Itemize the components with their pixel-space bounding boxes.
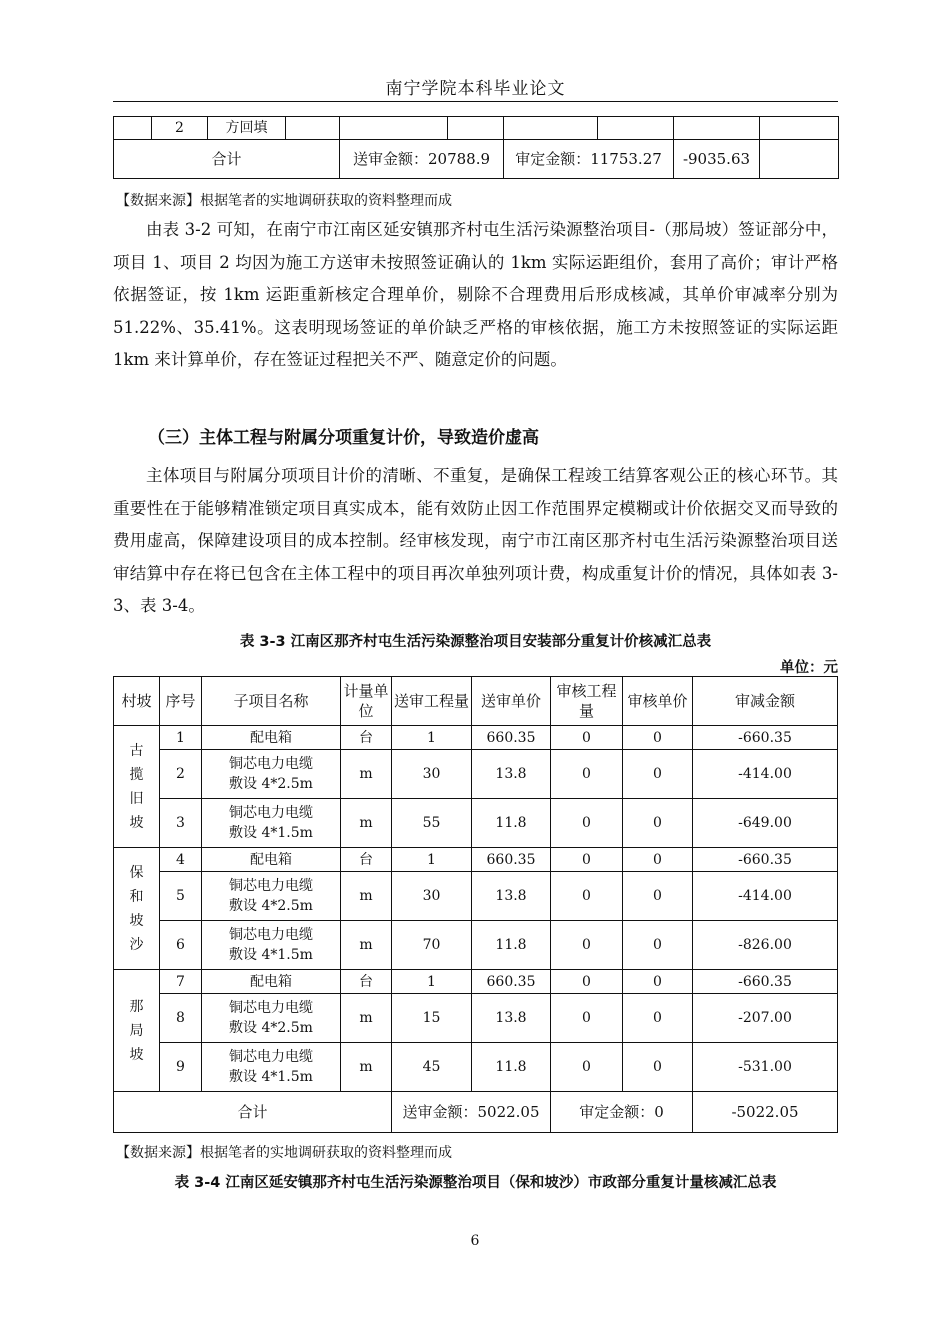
total-label: 合计 <box>114 1092 392 1133</box>
total-submitted: 送审金额：5022.05 <box>392 1092 551 1133</box>
unit-cell: m <box>341 921 392 970</box>
header-rule <box>113 101 838 102</box>
item-name: 配电箱 <box>250 851 292 868</box>
seq-cell: 1 <box>160 726 202 750</box>
table-row <box>114 750 838 799</box>
item-name: 铜芯电力电缆 <box>229 878 313 894</box>
unit-cell: m <box>341 1043 392 1092</box>
submitted-price-cell: 11.8 <box>472 799 551 848</box>
reduction-cell: -826.00 <box>693 921 838 970</box>
reduction-cell: -207.00 <box>693 994 838 1043</box>
submitted-price-cell: 13.8 <box>472 750 551 799</box>
submitted-price-cell: 660.35 <box>472 848 551 872</box>
unit-cell: m <box>341 750 392 799</box>
item-spec: 敷设 4*1.5m <box>229 947 313 963</box>
submitted-price-cell: 11.8 <box>472 1043 551 1092</box>
audited-price-cell: 0 <box>623 872 693 921</box>
table-row <box>114 970 838 994</box>
item-spec: 敷设 4*2.5m <box>229 898 313 914</box>
seq-cell: 2 <box>152 117 208 140</box>
reduction-cell: -660.35 <box>693 970 838 994</box>
unit-label: 单位：元 <box>780 660 838 676</box>
unit-cell: 台 <box>341 970 392 994</box>
submitted-qty-cell: 45 <box>392 1043 472 1092</box>
village-name: 保和坡沙 <box>129 864 144 953</box>
submitted-price-cell: 13.8 <box>472 872 551 921</box>
column-header: 送审工程量 <box>392 677 472 726</box>
table-row <box>114 848 838 872</box>
table-3-2-continued <box>113 116 839 179</box>
unit-cell: m <box>341 799 392 848</box>
source-note: 【数据来源】根据笔者的实地调研获取的资料整理而成 <box>116 193 452 209</box>
audited-qty-cell: 0 <box>551 921 623 970</box>
item-name-cell <box>202 726 341 750</box>
seq-cell: 2 <box>160 750 202 799</box>
submitted-qty-cell: 15 <box>392 994 472 1043</box>
seq-cell: 8 <box>160 994 202 1043</box>
column-header: 审核工程量 <box>551 677 623 726</box>
seq-cell: 9 <box>160 1043 202 1092</box>
table-caption: 表 3-3 江南区那齐村屯生活污染源整治项目安装部分重复计价核减汇总表 <box>239 634 712 650</box>
table-row <box>114 921 838 970</box>
village-name: 那局坡 <box>129 998 144 1063</box>
total-submitted: 送审金额：20788.9 <box>340 140 504 179</box>
village-cell <box>114 726 160 848</box>
item-name-cell <box>202 750 341 799</box>
reduction-cell: -660.35 <box>693 848 838 872</box>
column-header: 计量单位 <box>341 677 392 726</box>
reduction-cell: -531.00 <box>693 1043 838 1092</box>
reduction-cell: -414.00 <box>693 750 838 799</box>
column-header: 序号 <box>160 677 202 726</box>
item-name-cell <box>202 970 341 994</box>
item-name-cell <box>202 799 341 848</box>
submitted-qty-cell: 70 <box>392 921 472 970</box>
seq-cell: 7 <box>160 970 202 994</box>
submitted-qty-cell: 30 <box>392 872 472 921</box>
page-number: 6 <box>470 1233 480 1249</box>
item-name-cell <box>202 921 341 970</box>
unit-cell: 台 <box>341 848 392 872</box>
village-cell <box>114 848 160 970</box>
reduction-cell: -414.00 <box>693 872 838 921</box>
seq-cell: 3 <box>160 799 202 848</box>
audited-price-cell: 0 <box>623 921 693 970</box>
item-name: 配电箱 <box>250 973 292 990</box>
total-row <box>114 140 839 179</box>
submitted-qty-cell: 1 <box>392 726 472 750</box>
total-approved: 审定金额：0 <box>551 1092 693 1133</box>
item-spec: 敷设 4*2.5m <box>229 1020 313 1036</box>
column-header: 送审单价 <box>472 677 551 726</box>
village-name: 古揽旧坡 <box>129 742 144 831</box>
paragraph: 由表 3-2 可知，在南宁市江南区延安镇那齐村屯生活污染源整治项目-（那局坡）签证部分中，项目 1、项目 2 均因为施工方送审未按照签证确认的 1km 实际运距组价，套用了高价；审计严格依据签证，按 1km 运距重新核定合理单价，剔除不合理费用后形成核减，其单价审减率分别为 51.22%、35.41%。这表明现场签证的单价缺乏严格的审核依据，施工方未按照签证的实际运距 1km 来计算单价，存在签证过程把关不严、随意定价的问题。 <box>113 220 838 369</box>
table-row <box>114 994 838 1043</box>
submitted-qty-cell: 55 <box>392 799 472 848</box>
submitted-price-cell: 11.8 <box>472 921 551 970</box>
audited-qty-cell: 0 <box>551 848 623 872</box>
section-heading: （三）主体工程与附属分项重复计价，导致造价虚高 <box>148 428 539 448</box>
table-row <box>114 726 838 750</box>
unit-cell: m <box>341 872 392 921</box>
seq-cell: 4 <box>160 848 202 872</box>
item-spec: 敷设 4*1.5m <box>229 1069 313 1085</box>
submitted-price-cell: 13.8 <box>472 994 551 1043</box>
total-diff: -9035.63 <box>674 140 760 179</box>
total-label: 合计 <box>114 140 340 179</box>
audited-qty-cell: 0 <box>551 994 623 1043</box>
page-header: 南宁学院本科毕业论文 <box>385 79 566 99</box>
unit-cell: 台 <box>341 726 392 750</box>
audited-price-cell: 0 <box>623 726 693 750</box>
paragraph: 主体项目与附属分项项目计价的清晰、不重复，是确保工程竣工结算客观公正的核心环节。其重要性在于能够精准锁定项目真实成本，能有效防止因工作范围界定模糊或计价依据交叉而导致的费用虚高，保障建设项目的成本控制。经审核发现，南宁市江南区那齐村屯生活污染源整治项目送审结算中存在将已包含在主体工程中的项目再次单独列项计费，构成重复计价的情况，具体如表 3-3、表 3-4。 <box>113 466 838 615</box>
table-row <box>114 872 838 921</box>
item-name: 铜芯电力电缆 <box>229 756 313 772</box>
audited-price-cell: 0 <box>623 970 693 994</box>
audited-qty-cell: 0 <box>551 1043 623 1092</box>
item-spec: 敷设 4*1.5m <box>229 825 313 841</box>
column-header: 子项目名称 <box>202 677 341 726</box>
total-approved: 审定金额：11753.27 <box>504 140 674 179</box>
total-row <box>114 1092 838 1133</box>
submitted-price-cell: 660.35 <box>472 970 551 994</box>
source-note: 【数据来源】根据笔者的实地调研获取的资料整理而成 <box>116 1145 452 1161</box>
reduction-cell: -649.00 <box>693 799 838 848</box>
audited-price-cell: 0 <box>623 994 693 1043</box>
item-name: 铜芯电力电缆 <box>229 1000 313 1016</box>
seq-cell: 5 <box>160 872 202 921</box>
item-name: 铜芯电力电缆 <box>229 1049 313 1065</box>
table-row <box>114 117 839 140</box>
column-header: 村坡 <box>114 677 160 726</box>
item-name: 配电箱 <box>250 729 292 746</box>
table-caption: 表 3-4 江南区延安镇那齐村屯生活污染源整治项目（保和坡沙）市政部分重复计量核减汇总表 <box>174 1175 777 1191</box>
column-header: 审减金额 <box>693 677 838 726</box>
reduction-cell: -660.35 <box>693 726 838 750</box>
item-name: 铜芯电力电缆 <box>229 805 313 821</box>
audited-qty-cell: 0 <box>551 872 623 921</box>
item-name-cell <box>202 994 341 1043</box>
audited-qty-cell: 0 <box>551 799 623 848</box>
audited-price-cell: 0 <box>623 799 693 848</box>
submitted-qty-cell: 1 <box>392 848 472 872</box>
audited-qty-cell: 0 <box>551 970 623 994</box>
item-name-cell <box>202 848 341 872</box>
audited-price-cell: 0 <box>623 1043 693 1092</box>
column-header: 审核单价 <box>623 677 693 726</box>
item-name: 铜芯电力电缆 <box>229 927 313 943</box>
table-header-row <box>114 677 838 726</box>
table-row <box>114 1043 838 1092</box>
item-spec: 敷设 4*2.5m <box>229 776 313 792</box>
name-cell: 方回填 <box>208 117 286 140</box>
submitted-qty-cell: 30 <box>392 750 472 799</box>
submitted-price-cell: 660.35 <box>472 726 551 750</box>
audited-qty-cell: 0 <box>551 726 623 750</box>
village-cell <box>114 970 160 1092</box>
unit-cell: m <box>341 994 392 1043</box>
item-name-cell <box>202 1043 341 1092</box>
total-reduction: -5022.05 <box>693 1092 838 1133</box>
audited-price-cell: 0 <box>623 750 693 799</box>
audited-price-cell: 0 <box>623 848 693 872</box>
table-row <box>114 799 838 848</box>
item-name-cell <box>202 872 341 921</box>
table-3-3 <box>113 676 838 1133</box>
seq-cell: 6 <box>160 921 202 970</box>
audited-qty-cell: 0 <box>551 750 623 799</box>
submitted-qty-cell: 1 <box>392 970 472 994</box>
